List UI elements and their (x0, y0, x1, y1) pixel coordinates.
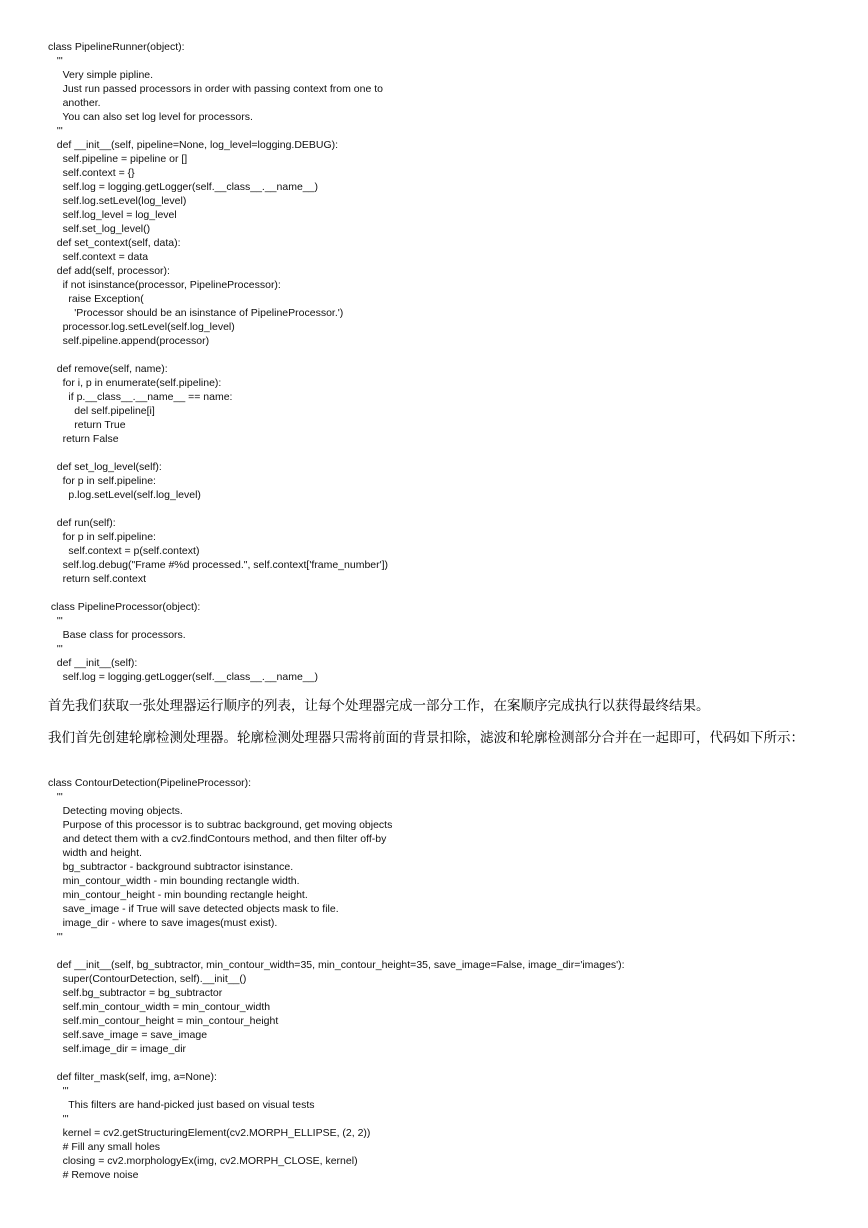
code-line: if not isinstance(processor, PipelineProcessor): (48, 279, 281, 291)
code-line: self.save_image = save_image (48, 1029, 208, 1041)
code-line: return True (48, 419, 126, 431)
code-line: p.log.setLevel(self.log_level) (48, 489, 201, 501)
code-line: return self.context (48, 573, 147, 585)
code-line: class ContourDetection(PipelineProcessor): (48, 777, 252, 789)
code-line: processor.log.setLevel(self.log_level) (48, 321, 235, 333)
code-block-contour-detection (48, 776, 625, 1182)
code-line: self.log = logging.getLogger(self.__class__.__name__) (48, 671, 318, 683)
code-line (48, 446, 388, 460)
code-line: class PipelineProcessor(object): (48, 601, 201, 613)
code-line: self.context = p(self.context) (48, 545, 200, 557)
code-line: super(ContourDetection, self).__init__() (48, 973, 247, 985)
code-line (48, 348, 388, 362)
code-line: Very simple pipline. (48, 69, 154, 81)
code-line: ''' (48, 791, 63, 803)
code-line: raise Exception( (48, 293, 144, 305)
code-line: kernel = cv2.getStructuringElement(cv2.MORPH_ELLIPSE, (2, 2)) (48, 1127, 371, 1139)
code-line: self.min_contour_height = min_contour_height (48, 1015, 279, 1027)
code-line (48, 944, 625, 958)
code-line: self.log.setLevel(log_level) (48, 195, 187, 207)
code-line: ''' (48, 1085, 69, 1097)
code-line: for p in self.pipeline: (48, 475, 156, 487)
code-line: width and height. (48, 847, 142, 859)
code-line: save_image - if True will save detected objects mask to file. (48, 903, 339, 915)
code-line: self.context = data (48, 251, 149, 263)
code-block-pipeline-runner (48, 40, 388, 684)
code-line: if p.__class__.__name__ == name: (48, 391, 233, 403)
code-line: ''' (48, 55, 63, 67)
code-line: self.pipeline.append(processor) (48, 335, 210, 347)
code-line: del self.pipeline[i] (48, 405, 155, 417)
code-line: image_dir - where to save images(must exist). (48, 917, 278, 929)
code-line: for i, p in enumerate(self.pipeline): (48, 377, 222, 389)
code-line: another. (48, 97, 101, 109)
code-line: Just run passed processors in order with passing context from one to (48, 83, 383, 95)
code-line: self.context = {} (48, 167, 135, 179)
paragraph-pipeline-intro: 首先我们获取一张处理器运行顺序的列表，让每个处理器完成一部分工作，在案顺序完成执行以获得最终结果。 (48, 698, 710, 714)
code-line: for p in self.pipeline: (48, 531, 156, 543)
code-line (48, 586, 388, 600)
code-line: self.pipeline = pipeline or [] (48, 153, 188, 165)
code-line: ''' (48, 125, 63, 137)
code-line: # Remove noise (48, 1169, 139, 1181)
code-line: ''' (48, 615, 63, 627)
code-line: ''' (48, 643, 63, 655)
code-line: Detecting moving objects. (48, 805, 183, 817)
code-line: class PipelineRunner(object): (48, 41, 185, 53)
code-line: closing = cv2.morphologyEx(img, cv2.MORPH_CLOSE, kernel) (48, 1155, 358, 1167)
code-line: ''' (48, 1113, 69, 1125)
code-line (48, 502, 388, 516)
code-line: and detect them with a cv2.findContours method, and then filter off-by (48, 833, 387, 845)
code-line: def set_context(self, data): (48, 237, 181, 249)
paragraph-contour-intro: 我们首先创建轮廓检测处理器。轮廓检测处理器只需将前面的背景扣除，滤波和轮廓检测部分合并在一起即可，代码如下所示： (48, 730, 804, 746)
code-line: self.min_contour_width = min_contour_width (48, 1001, 271, 1013)
code-line: 'Processor should be an isinstance of PipelineProcessor.') (48, 307, 344, 319)
code-line: self.image_dir = image_dir (48, 1043, 187, 1055)
code-line: self.bg_subtractor = bg_subtractor (48, 987, 223, 999)
code-line: ''' (48, 931, 63, 943)
code-line: def filter_mask(self, img, a=None): (48, 1071, 217, 1083)
code-line: return False (48, 433, 119, 445)
code-line: def set_log_level(self): (48, 461, 162, 473)
code-line: # Fill any small holes (48, 1141, 161, 1153)
code-line: min_contour_width - min bounding rectangle width. (48, 875, 300, 887)
code-line: self.log.debug("Frame #%d processed.", self.context['frame_number']) (48, 559, 389, 571)
code-line: def __init__(self, bg_subtractor, min_contour_width=35, min_contour_height=35, save_image=False, image_dir='images'): (48, 959, 625, 971)
code-line: self.log_level = log_level (48, 209, 177, 221)
code-line (48, 1056, 625, 1070)
code-line: Purpose of this processor is to subtrac background, get moving objects (48, 819, 393, 831)
code-line: This filters are hand-picked just based on visual tests (48, 1099, 315, 1111)
code-line: Base class for processors. (48, 629, 186, 641)
code-line: min_contour_height - min bounding rectangle height. (48, 889, 308, 901)
code-line: def __init__(self, pipeline=None, log_level=logging.DEBUG): (48, 139, 339, 151)
code-line: self.log = logging.getLogger(self.__class__.__name__) (48, 181, 318, 193)
code-line: def add(self, processor): (48, 265, 170, 277)
code-line: def run(self): (48, 517, 116, 529)
code-line: bg_subtractor - background subtractor isinstance. (48, 861, 294, 873)
code-line: def __init__(self): (48, 657, 138, 669)
code-line: self.set_log_level() (48, 223, 151, 235)
code-line: def remove(self, name): (48, 363, 168, 375)
code-line: You can also set log level for processors. (48, 111, 253, 123)
